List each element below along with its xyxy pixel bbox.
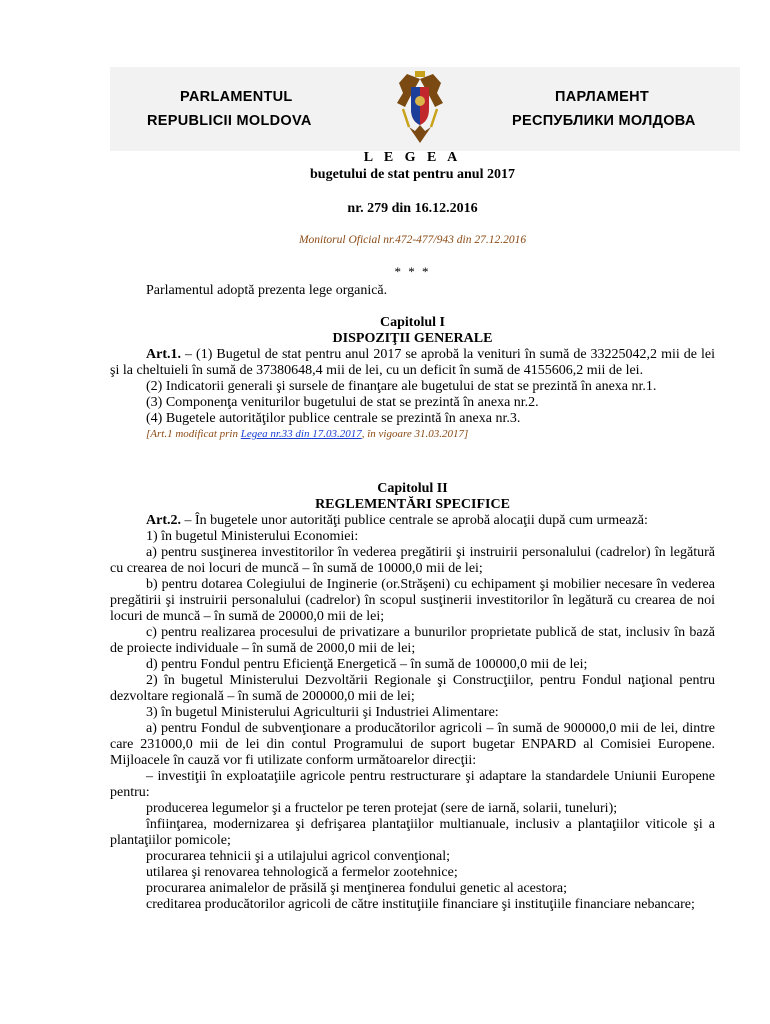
amending-law-link[interactable]: Legea nr.33 din 17.03.2017 xyxy=(240,428,362,440)
article-2-label: Art.2. xyxy=(146,513,181,528)
moldova-coat-of-arms-icon xyxy=(395,69,445,149)
article-1-amendment-note xyxy=(110,427,715,442)
article-2-item: procurarea tehnicii şi a utilajului agricol convenţional; xyxy=(146,849,451,864)
note-suffix: , în vigoare 31.03.2017] xyxy=(361,428,469,440)
article-2-item: – investiţii în exploataţiile agricole pentru restructurare şi adaptare la standardele Uniunii Europene pentru: xyxy=(110,769,715,800)
monitor-oficial-reference: Monitorul Oficial nr.472-477/943 din 27.12.2016 xyxy=(298,234,527,246)
header-left-line1: PARLAMENTUL xyxy=(180,89,293,105)
article-2-item: b) pentru dotarea Colegiului de Inginerie (or.Străşeni) cu echipament şi mobilier necesare în vederea pregătirii şi instruirii personalului (cadrelor) în scopul susţinerii investitorilor în legătură cu crearea de noi locuri de muncă – în sumă de 20000,0 mii de lei; xyxy=(110,577,715,624)
header-left-line2: REPUBLICII MOLDOVA xyxy=(147,113,312,129)
parliament-header xyxy=(110,67,740,151)
article-2-item: procurarea animalelor de prăsilă şi menţinerea fondului genetic al acestora; xyxy=(146,881,567,896)
article-2-item: producerea legumelor şi a fructelor pe teren protejat (sere de iarnă, solarii, tuneluri); xyxy=(146,801,618,816)
chapter-2-label: Capitolul II xyxy=(377,481,448,496)
article-1-paragraph-4: (4) Bugetele autorităţilor publice centrale se prezintă în anexa nr.3. xyxy=(146,411,521,426)
article-1-paragraph-3: (3) Componenţa veniturilor bugetului de stat se prezintă în anexa nr.2. xyxy=(146,395,539,410)
chapter-2 xyxy=(110,481,715,913)
article-2-item: a) pentru susţinerea investitorilor în vederea pregătirii şi instruirii personalului (cadrelor) în legătură cu crearea de noi locuri de muncă – în sumă de 10000,0 mii de lei; xyxy=(110,545,715,576)
article-1-paragraph-2: (2) Indicatorii generali şi sursele de finanţare ale bugetului de stat se prezintă în anexa nr.1. xyxy=(146,379,657,394)
header-right-line1: ПАРЛАМЕНТ xyxy=(555,89,650,105)
preamble: Parlamentul adoptă prezenta lege organică. xyxy=(146,283,388,298)
chapter-2-title: REGLEMENTĂRI SPECIFICE xyxy=(315,497,510,512)
law-number: nr. 279 din 16.12.2016 xyxy=(347,201,478,216)
article-2-item: înfiinţarea, modernizarea şi defrişarea plantaţiilor multianuale, inclusiv a plantaţiilor viticole şi a plantaţiilor pomicole; xyxy=(110,817,715,848)
chapter-1 xyxy=(110,315,715,442)
article-2-item: c) pentru realizarea procesului de privatizare a bunurilor proprietate publică de stat, inclusiv în bază de proiecte individuale – în sumă de 2000,0 mii de lei; xyxy=(110,625,715,656)
separator-stars: * * * xyxy=(394,264,431,279)
header-right-line2: РЕСПУБЛИКИ МОЛДОВА xyxy=(512,113,696,129)
article-2-item: 1) în bugetul Ministerului Economiei: xyxy=(146,529,359,544)
chapter-1-label: Capitolul I xyxy=(380,315,445,330)
preamble-block xyxy=(110,283,715,299)
article-2-item: a) pentru Fondul de subvenţionare a producătorilor agricoli – în sumă de 900000,0 mii de lei, dintre care 231000,0 mii de lei din contul Programului de suport bugetar ENPARD al Comisiei Europene. Mijloacele în cauză vor fi utilizate conform următoarelor direcţii: xyxy=(110,721,715,768)
article-1-paragraph-1 xyxy=(110,347,715,379)
note-prefix: [Art.1 modificat prin xyxy=(146,428,241,440)
law-title: L E G E A xyxy=(363,150,462,165)
article-2-item: creditarea producătorilor agricoli de către instituţiile financiare şi instituţiile financiare nebancare; xyxy=(146,897,695,912)
article-1-text: – (1) Bugetul de stat pentru anul 2017 se aprobă la venituri în sumă de 33225042,2 mii de lei şi la cheltuieli în sumă de 37380648,4 mii de lei, cu un deficit în sumă de 4155606,2 mii de lei. xyxy=(110,347,715,378)
article-2-item: d) pentru Fondul pentru Eficienţă Energetică – în sumă de 100000,0 mii de lei; xyxy=(146,657,588,672)
article-2-item: 2) în bugetul Ministerului Dezvoltării Regionale şi Construcţiilor, pentru Fondul naţional pentru dezvoltare regională – în sumă de 200000,0 mii de lei; xyxy=(110,673,715,704)
article-2-item: utilarea şi renovarea tehnologică a fermelor zootehnice; xyxy=(146,865,458,880)
article-1-label: Art.1. xyxy=(146,347,181,362)
article-2-intro xyxy=(110,513,715,529)
article-2-item: 3) în bugetul Ministerului Agriculturii şi Industriei Alimentare: xyxy=(146,705,499,720)
chapter-1-title: DISPOZIŢII GENERALE xyxy=(332,331,493,346)
law-subtitle: bugetului de stat pentru anul 2017 xyxy=(310,167,515,182)
article-2-text: – În bugetele unor autorităţi publice centrale se aprobă alocaţii după cum urmează: xyxy=(181,513,648,528)
